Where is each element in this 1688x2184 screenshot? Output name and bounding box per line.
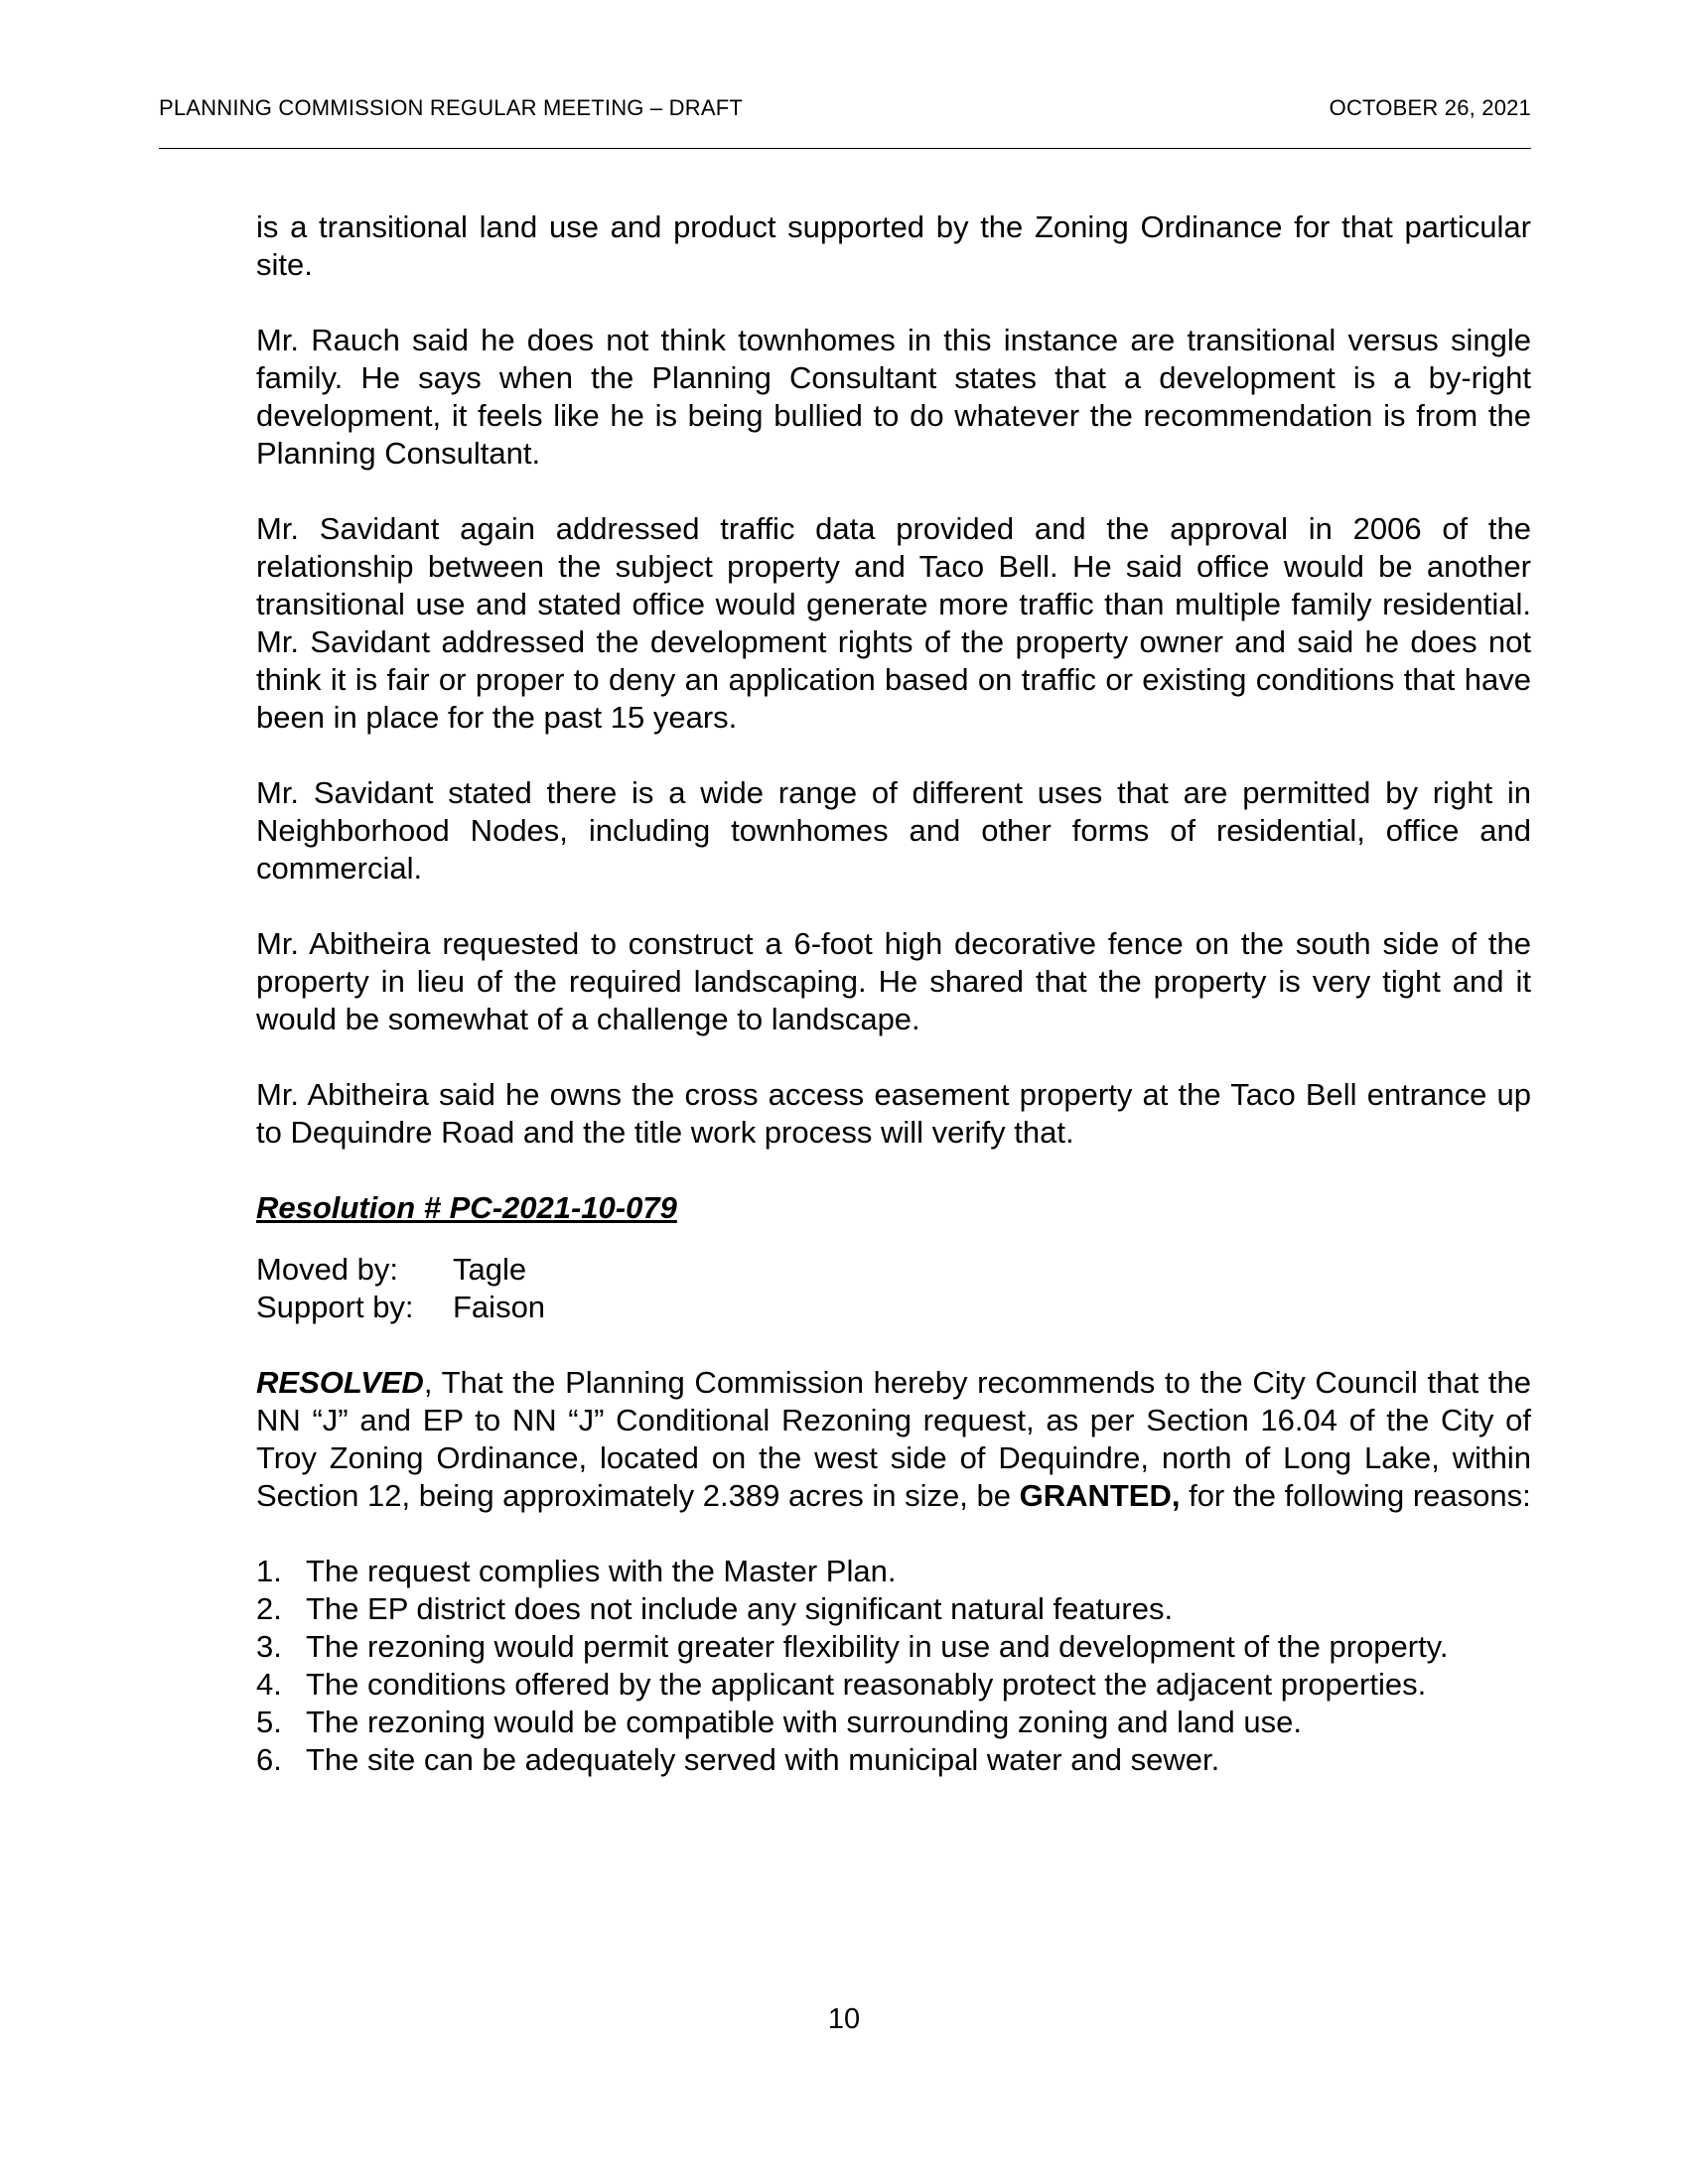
header-divider: [159, 148, 1531, 149]
list-item: [256, 1666, 1531, 1704]
list-item: [256, 1741, 1531, 1779]
list-item: [256, 1553, 1531, 1590]
list-number: 1.: [256, 1554, 282, 1588]
list-item: [256, 1628, 1531, 1666]
resolved-text-end: for the following reasons:: [1180, 1478, 1531, 1513]
page-number: 10: [827, 2003, 861, 2035]
support-by-name: Faison: [453, 1290, 546, 1324]
resolution-title: Resolution # PC-2021-10-079: [256, 1190, 677, 1225]
list-number: 5.: [256, 1705, 282, 1739]
motion-movers: [256, 1251, 1531, 1326]
list-text: The site can be adequately served with municipal water and sewer.: [306, 1742, 1220, 1777]
paragraph: Mr. Abitheira said he owns the cross access easement property at the Taco Bell entrance up to Dequindre Road and the title work process will verify that.: [256, 1077, 1531, 1150]
moved-by-label: Moved by:: [256, 1252, 399, 1287]
support-by-label: Support by:: [256, 1290, 414, 1324]
list-item: [256, 1704, 1531, 1741]
resolved-word: RESOLVED: [256, 1365, 424, 1400]
paragraph: Mr. Savidant stated there is a wide range of different uses that are permitted by right in Neighborhood Nodes, including townhomes and other forms of residential, office and commercial.: [256, 775, 1531, 886]
moved-by-row: [256, 1251, 1531, 1289]
list-text: The rezoning would be compatible with surrounding zoning and land use.: [306, 1705, 1302, 1739]
list-number: 4.: [256, 1667, 282, 1702]
list-text: The request complies with the Master Plan.: [306, 1554, 897, 1588]
list-number: 2.: [256, 1591, 282, 1626]
granted-word: GRANTED,: [1019, 1478, 1181, 1513]
list-number: 3.: [256, 1629, 282, 1664]
page-header: [159, 95, 1531, 123]
paragraph: Mr. Savidant again addressed traffic data provided and the approval in 2006 of the relationship between the subject property and Taco Bell. He said office would be another transitional use and stated office would generate more traffic than multiple family residential. Mr. Savidant addressed the development rights of the property owner and said he does not think it is fair or proper to deny an application based on traffic or existing conditions that have been in place for the past 15 years.: [256, 511, 1531, 735]
paragraph: Mr. Abitheira requested to construct a 6-foot high decorative fence on the south side of the property in lieu of the required landscaping. He shared that the property is very tight and it would be somewhat of a challenge to landscape.: [256, 926, 1531, 1036]
list-text: The rezoning would permit greater flexibility in use and development of the property.: [306, 1629, 1449, 1664]
resolved-text: , That the Planning Commission hereby recommends to the City Council that the NN “J” and EP to NN “J” Conditional Rezoning request, as per Section 16.04 of the City of Troy Zoning Ordinance, located on the west side of Dequindre, north of Long Lake, within Section 12, being approximately 2.389 acres in size, be: [256, 1365, 1531, 1513]
list-text: The EP district does not include any significant natural features.: [306, 1591, 1174, 1626]
list-text: The conditions offered by the applicant reasonably protect the adjacent properties.: [306, 1667, 1427, 1702]
list-item: [256, 1590, 1531, 1628]
list-number: 6.: [256, 1742, 282, 1777]
reasons-list: [256, 1553, 1531, 1779]
document-body: [256, 208, 1531, 1779]
header-title: PLANNING COMMISSION REGULAR MEETING – DRAFT: [159, 95, 744, 120]
paragraph: is a transitional land use and product supported by the Zoning Ordinance for that particular site.: [256, 209, 1531, 282]
support-by-row: [256, 1289, 1531, 1326]
moved-by-name: Tagle: [453, 1252, 527, 1287]
header-date: OCTOBER 26, 2021: [1329, 95, 1531, 120]
paragraph: Mr. Rauch said he does not think townhomes in this instance are transitional versus single family. He says when the Planning Consultant states that a development is a by-right development, it feels like he is being bullied to do whatever the recommendation is from the Planning Consultant.: [256, 323, 1531, 471]
resolved-paragraph: [256, 1364, 1531, 1515]
